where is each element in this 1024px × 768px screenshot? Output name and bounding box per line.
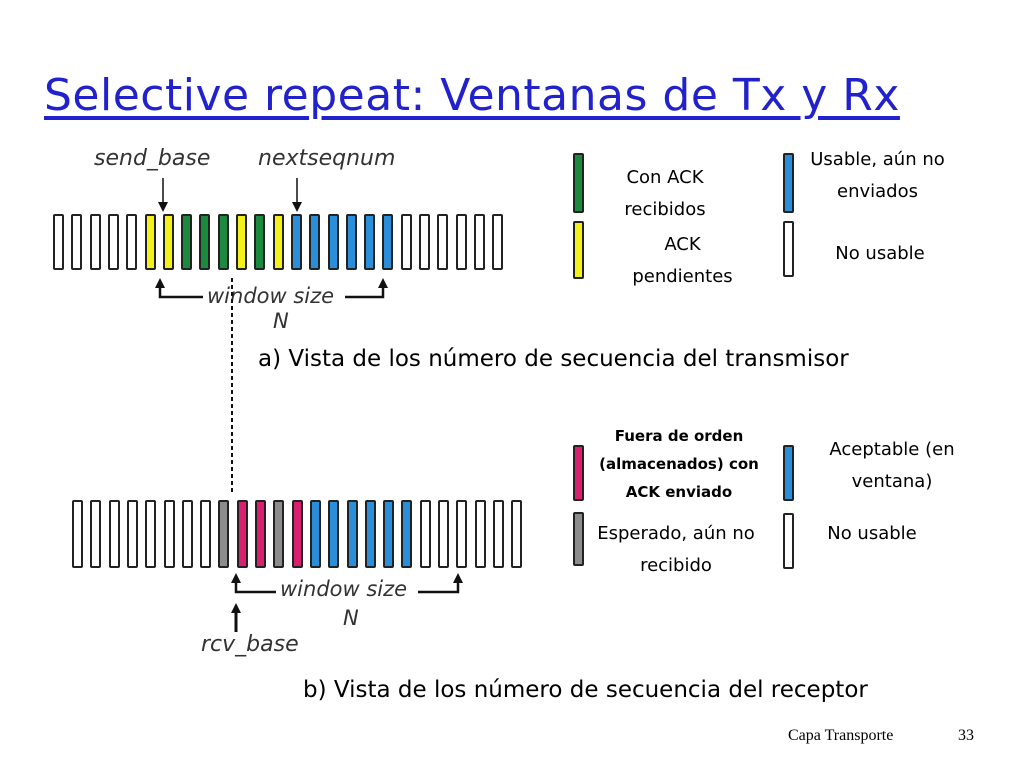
rcv-base-label: rcv_base	[201, 632, 299, 657]
seq-slot	[292, 500, 303, 568]
seq-slot	[310, 500, 321, 568]
seq-slot	[90, 500, 101, 568]
footer-section: Capa Transporte	[788, 727, 894, 744]
seq-slot	[163, 214, 174, 270]
sender-window-right-arrow	[345, 283, 383, 297]
seq-slot	[382, 214, 393, 270]
seq-slot	[364, 214, 375, 270]
seq-slot	[145, 500, 156, 568]
seq-slot	[492, 214, 503, 270]
seq-slot	[420, 500, 431, 568]
send-base-label: send_base	[94, 146, 211, 171]
seq-slot	[218, 500, 229, 568]
sender-window-size-label: window size	[207, 284, 335, 308]
receiver-window-size-label: window size	[280, 577, 408, 601]
seq-slot	[127, 500, 138, 568]
legend-buffered-text: Fuera de orden (almacenados) con ACK enviado	[599, 427, 759, 501]
seq-slot	[437, 214, 448, 270]
legend-acked-text: Con ACK recibidos	[624, 167, 706, 220]
seq-slot	[383, 500, 394, 568]
seq-slot	[346, 214, 357, 270]
seq-slot	[72, 500, 83, 568]
seq-slot	[254, 214, 265, 270]
receiver-window-right-arrow	[418, 578, 458, 592]
sender-caption: a) Vista de los número de secuencia del transmisor	[258, 346, 849, 372]
seq-slot	[200, 500, 211, 568]
seq-slot	[108, 214, 119, 270]
legend-rx-not-usable-text: No usable	[827, 523, 917, 544]
seq-slot	[218, 214, 229, 270]
seq-slot	[237, 500, 248, 568]
seq-slot	[401, 214, 412, 270]
seq-slot	[53, 214, 64, 270]
seq-slot	[291, 214, 302, 270]
seq-slot	[456, 214, 467, 270]
seq-slot	[126, 214, 137, 270]
seq-slot	[309, 214, 320, 270]
legend-usable-text: Usable, aún no enviados	[810, 149, 945, 202]
seq-slot	[493, 500, 504, 568]
seq-slot	[511, 500, 522, 568]
legend-pending-text: ACK pendientes	[632, 234, 733, 287]
page-title: Selective repeat: Ventanas de Tx y Rx	[44, 70, 900, 121]
seq-slot	[181, 214, 192, 270]
seq-slot	[401, 500, 412, 568]
receiver-window-left-arrow	[236, 578, 276, 592]
seq-slot	[182, 500, 193, 568]
seq-slot	[199, 214, 210, 270]
receiver-n-label: N	[343, 606, 359, 630]
seq-slot	[273, 500, 284, 568]
legend-expected-text: Esperado, aún no recibido	[597, 523, 755, 576]
seq-slot	[255, 500, 266, 568]
sender-window-left-arrow	[160, 283, 203, 297]
seq-slot	[365, 500, 376, 568]
legend-acceptable-text: Aceptable (en ventana)	[829, 439, 955, 492]
seq-slot	[474, 214, 485, 270]
seq-slot	[419, 214, 430, 270]
receiver-caption: b) Vista de los número de secuencia del receptor	[303, 677, 868, 703]
sender-n-label: N	[273, 309, 289, 333]
seq-slot	[328, 500, 339, 568]
seq-slot	[347, 500, 358, 568]
seq-slot	[109, 500, 120, 568]
seq-slot	[145, 214, 156, 270]
seq-slot	[438, 500, 449, 568]
seq-slot	[71, 214, 82, 270]
legend-not-usable-text: No usable	[835, 243, 925, 264]
seq-slot	[273, 214, 284, 270]
seq-slot	[475, 500, 486, 568]
nextseqnum-label: nextseqnum	[258, 146, 396, 171]
footer-page-number: 33	[958, 727, 974, 744]
seq-slot	[236, 214, 247, 270]
seq-slot	[328, 214, 339, 270]
seq-slot	[90, 214, 101, 270]
seq-slot	[164, 500, 175, 568]
seq-slot	[456, 500, 467, 568]
